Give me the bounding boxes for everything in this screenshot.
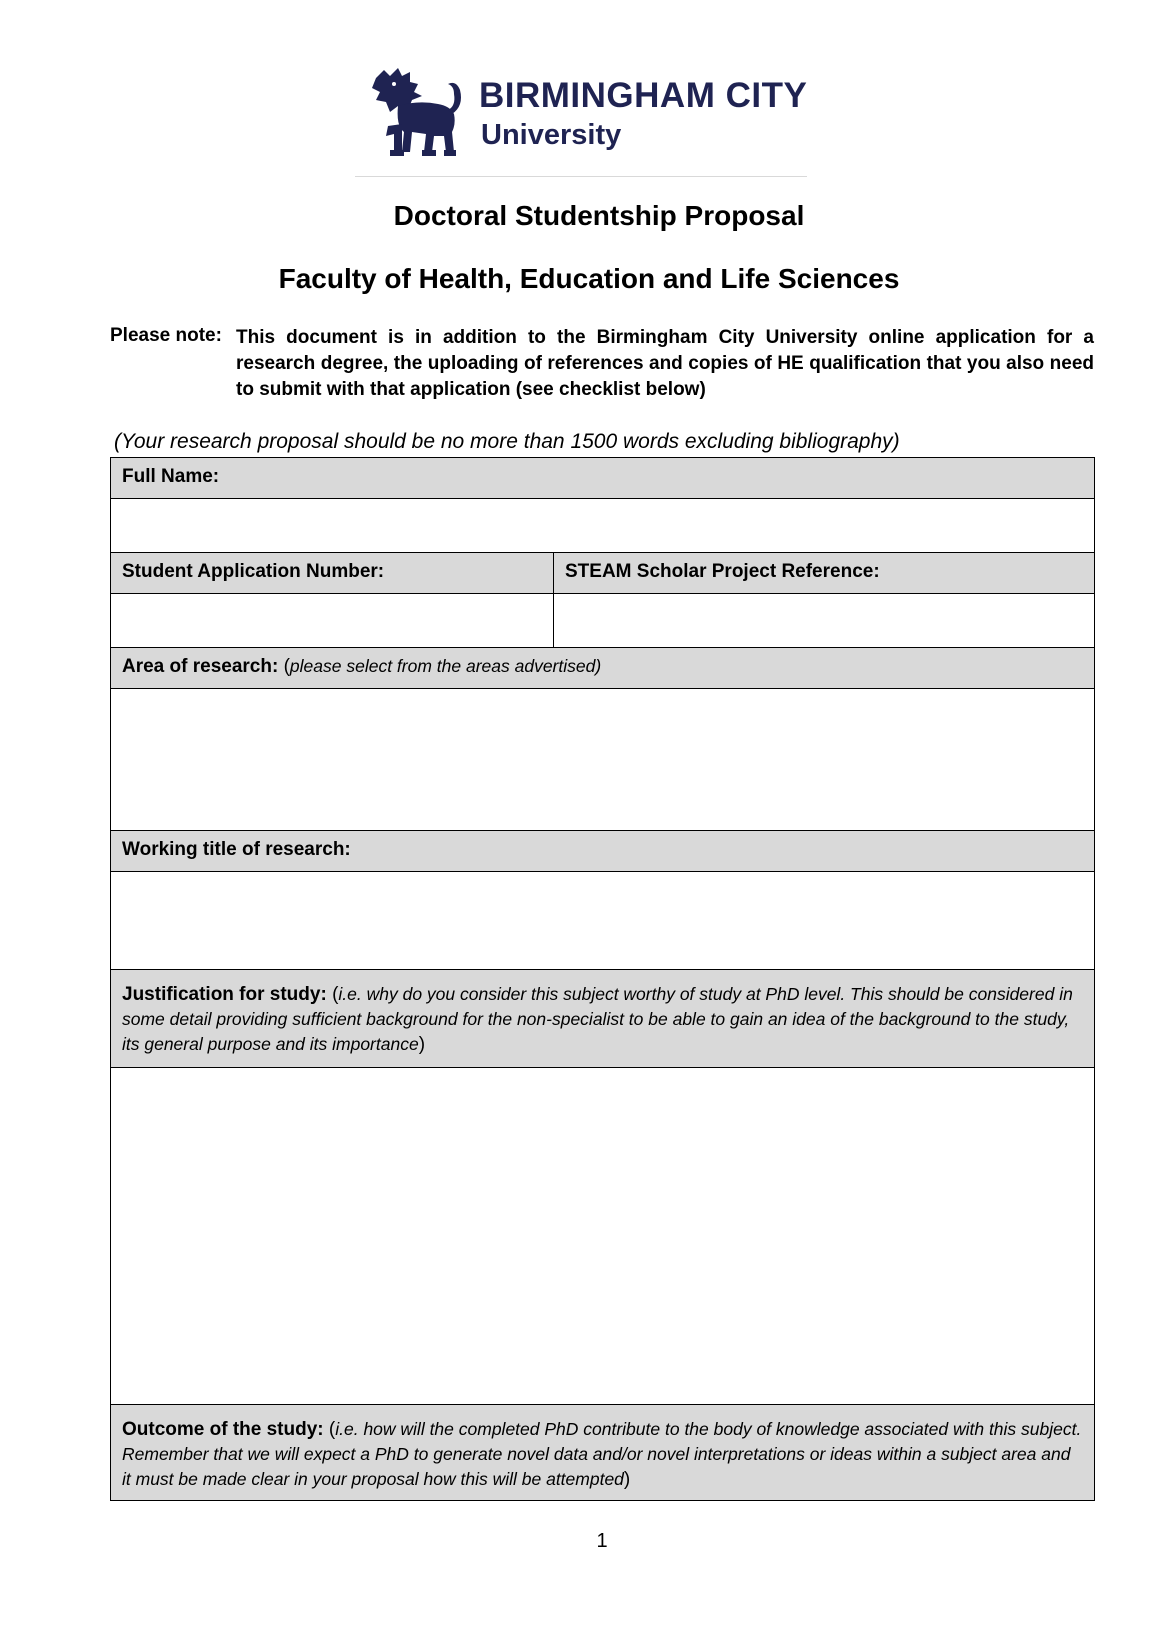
logo-line-2: University <box>481 119 622 151</box>
full-name-label: Full Name: <box>122 466 220 487</box>
word-limit-hint: (Your research proposal should be no more than 1500 words excluding bibliography) <box>114 430 900 453</box>
justification-hint: i.e. why do you consider this subject worthy of study at PhD level. This should be considered in some detail providing sufficient background for the non-specialist to be able to gain an idea of the background to the study, its general purpose and its importance <box>122 984 1073 1054</box>
application-number-header <box>111 553 554 594</box>
justification-field[interactable] <box>111 1068 1095 1405</box>
full-name-header <box>111 458 1095 499</box>
area-of-research-hint: please select from the areas advertised) <box>289 656 602 676</box>
page-number: 1 <box>596 1530 608 1552</box>
justification-hint-open: ( <box>326 984 339 1005</box>
working-title-header <box>111 831 1095 872</box>
working-title-label: Working title of research: <box>122 839 351 860</box>
outcome-hint-open: ( <box>323 1419 336 1440</box>
logo-line-1: BIRMINGHAM CITY <box>479 76 808 115</box>
full-name-field[interactable] <box>111 499 1095 553</box>
outcome-hint: i.e. how will the completed PhD contribute to the body of knowledge associated with this subject. Remember that we will expect a PhD to generate novel data and/or novel interpretations or ideas within a subject area and it must be made clear in your proposal how this will be attempted <box>122 1419 1082 1489</box>
note-text: This document is in addition to the Birmingham City University online application for a research degree, the uploading of references and copies of HE qualification that you also need to submit with that application (see checklist below) <box>236 327 1094 400</box>
area-hint-open: ( <box>278 656 290 677</box>
application-number-label: Student Application Number: <box>122 561 385 582</box>
outcome-header <box>111 1405 1095 1501</box>
working-title-field[interactable] <box>111 872 1095 970</box>
justification-hint-close: ) <box>418 1034 426 1055</box>
justification-header <box>111 970 1095 1068</box>
logo-divider <box>355 176 807 177</box>
area-of-research-label: Area of research: <box>122 656 279 677</box>
note-label: Please note: <box>110 325 222 346</box>
application-number-field[interactable] <box>111 594 554 648</box>
justification-label: Justification for study: <box>122 984 327 1005</box>
university-logo <box>368 66 808 166</box>
project-reference-field[interactable] <box>554 594 1095 648</box>
area-of-research-field[interactable] <box>111 689 1095 831</box>
proposal-form-table <box>110 457 1095 1501</box>
outcome-hint-close: ) <box>623 1469 631 1490</box>
lion-crest-icon <box>368 66 468 161</box>
project-reference-header <box>554 553 1095 594</box>
area-of-research-header <box>111 648 1095 689</box>
faculty-subtitle: Faculty of Health, Education and Life Sciences <box>278 263 900 294</box>
document-title: Doctoral Studentship Proposal <box>393 200 805 231</box>
project-reference-label: STEAM Scholar Project Reference: <box>565 561 880 582</box>
outcome-label: Outcome of the study: <box>122 1419 324 1440</box>
